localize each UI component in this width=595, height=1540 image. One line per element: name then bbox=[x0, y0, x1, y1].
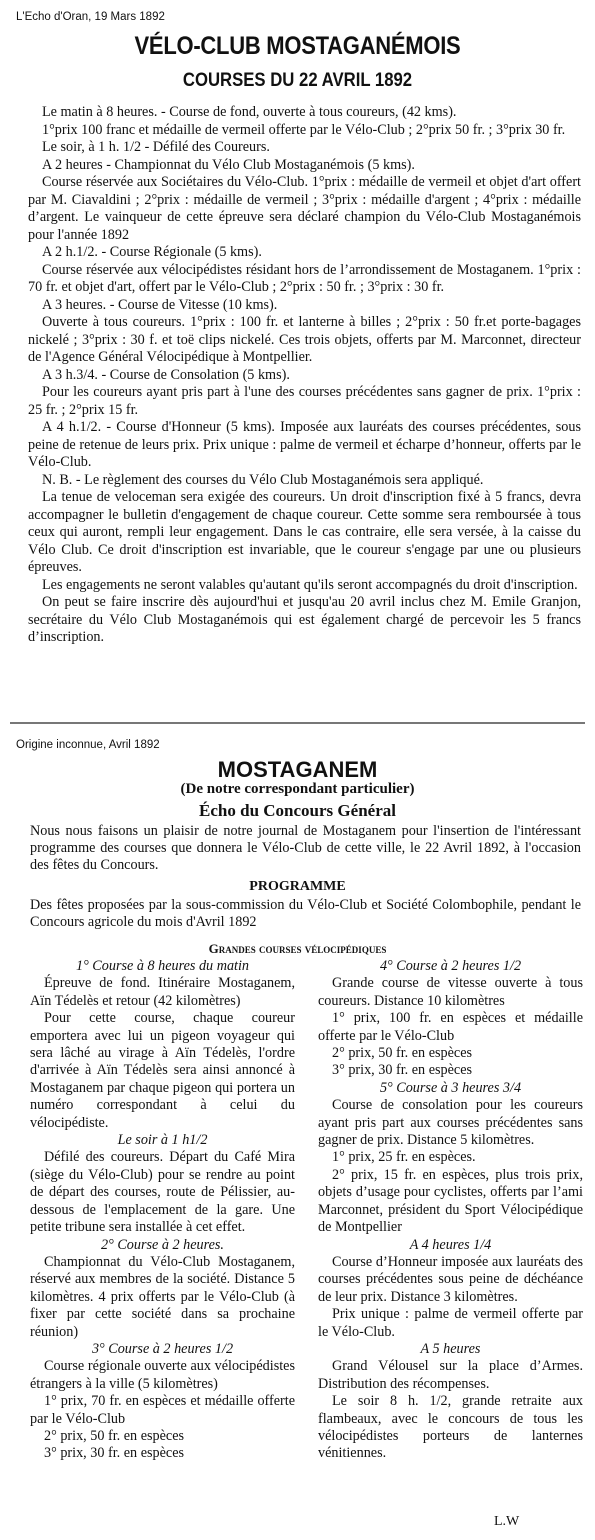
right-column bbox=[318, 958, 583, 1463]
article2-subtitle: Écho du Concours Général bbox=[199, 801, 396, 820]
paragraph: Le soir, à 1 h. 1/2 - Défilé des Coureurs. bbox=[42, 139, 270, 155]
paragraph: A 2 h.1/2. - Course Régionale (5 kms). bbox=[42, 244, 262, 260]
race-paragraph: 3° prix, 30 fr. en espèces bbox=[332, 1062, 473, 1079]
paragraph: La tenue de veloceman sera exigée des coureurs. Un droit d'inscription fixé à 5 francs, devra accompagner le bulletin d'engagement de chaque coureur. Cette somme sera remboursée à tous ceux qui auront, rempli leur engagement. Dans le cas contraire, elle sera versée, à la caisse du Vélo Club. Ce droit d'inscription est invariable, que le coureur s'engage par une ou plusieurs épreuves. bbox=[28, 489, 581, 575]
races-heading: Grandes courses vélocipédiques bbox=[208, 941, 387, 956]
race-paragraph: 2° prix, 50 fr. en espèces bbox=[44, 1427, 185, 1444]
paragraph: Les engagements ne seront valables qu'autant qu'ils seront accompagnés du droit d'inscription. bbox=[42, 576, 578, 593]
paragraph: On peut se faire inscrire dès aujourd'hui et jusqu'au 20 avril inclus chez M. Emile Granjon, secrétaire du Vélo Club Mostaganémois qui est également chargé de percevoir les 5 francs d’inscription. bbox=[28, 594, 581, 645]
race-paragraph: Grande course de vitesse ouverte à tous coureurs. Distance 10 kilomètres bbox=[318, 975, 583, 1009]
race-heading: Le soir à 1 h1/2 bbox=[117, 1132, 208, 1149]
race-paragraph: 3° prix, 30 fr. en espèces bbox=[44, 1445, 185, 1462]
paragraph: A 2 heures - Championnat du Vélo Club Mostaganémois (5 kms). bbox=[42, 156, 415, 173]
race-paragraph: Prix unique : palme de vermeil offerte par le Vélo-Club. bbox=[318, 1306, 583, 1340]
race-paragraph: 1° prix, 70 fr. en espèces et médaille offerte par le Vélo-Club bbox=[30, 1393, 295, 1427]
article2-intro: Nous nous faisons un plaisir de notre journal de Mostaganem pour l'insertion de l'intéressant programme des courses que donnera le Vélo-Club de cette ville, le 22 Avril 1892, à l'occasion des fêtes du Concours. bbox=[30, 823, 581, 873]
paragraph: A 3 heures. - Course de Vitesse (10 kms). bbox=[42, 296, 278, 313]
race-paragraph: 2° prix, 15 fr. en espèces, plus trois prix, objets d’usage pour cyclistes, offerts par l’ami Marconnet, président du Sport Vélocipédique de Montpellier bbox=[318, 1166, 583, 1236]
paragraph: 1°prix 100 franc et médaille de vermeil offerte par le Vélo-Club ; 2°prix 50 fr. ; 3°prix 30 fr. bbox=[42, 121, 566, 138]
race-paragraph: Championnat du Vélo-Club Mostaganem, réservé aux membres de la société. Distance 5 kilomètres. 4 prix offerts par le Vélo-Club (à fixer par cette société dans sa prochaine réunion) bbox=[30, 1253, 295, 1340]
article-title: VÉLO-CLUB MOSTAGANÉMOIS bbox=[134, 32, 461, 60]
article2-title: MOSTAGANEM bbox=[217, 757, 378, 782]
race-paragraph: Défilé des coureurs. Départ du Café Mira (siège du Vélo-Club) pour se rendre au point de départ des courses, route de Pélissier, au-dessous de l'emplacement de la gare. Une petite tribune sera installée à cet effet. bbox=[30, 1149, 295, 1236]
correspondent-line: (De notre correspondant particulier) bbox=[180, 781, 415, 797]
race-paragraph: Le soir 8 h. 1/2, grande retraite aux flambeaux, avec le concours de tous les vélocipédistes porteurs de lanternes vénitiennes. bbox=[318, 1393, 583, 1462]
race-heading: 5° Course à 3 heures 3/4 bbox=[379, 1079, 522, 1096]
programme-heading: PROGRAMME bbox=[249, 879, 346, 894]
race-paragraph: Grand Vélousel sur la place d’Armes. Distribution des récompenses. bbox=[318, 1358, 583, 1392]
programme-text: Des fêtes proposées par la sous-commission du Vélo-Club et Société Colombophile, pendant le Concours agricole du mois d'Avril 1892 bbox=[30, 897, 581, 930]
race-heading: 1° Course à 8 heures du matin bbox=[75, 958, 250, 974]
race-heading: A 4 heures 1/4 bbox=[409, 1236, 492, 1253]
paragraph: A 3 h.3/4. - Course de Consolation (5 kms). bbox=[42, 366, 290, 383]
race-paragraph: Pour cette course, chaque coureur emportera avec lui un pigeon voyageur qui sera lâché au virage à Aïn Tédelès, l'ordre d'arrivée à Aïn Tédelès sera ainsi annoncé à Mostaganem par chaque pigeon qui portera un numéro correspondant à celui du vélocipédiste. bbox=[30, 1010, 295, 1131]
paragraph: Course réservée aux vélocipédistes résidant hors de l’arrondissement de Mostaganem. 1°prix : 70 fr. et objet d'art, offert par le Vélo-Club ; 2°prix : 50 fr. ; 3°prix : 30 fr. bbox=[28, 261, 581, 295]
paragraph: A 4 h.1/2. - Course d'Honneur (5 kms). Imposée aux lauréats des courses précédentes, sous peine de retenue de leurs prix. Prix unique : palme de vermeil et écharpe d’honneur, offerts par le Vélo-Club. bbox=[28, 419, 581, 470]
paragraph: Pour les coureurs ayant pris part à l'une des courses précédentes sans gagner de prix. 1°prix : 25 fr. ; 2°prix 15 fr. bbox=[28, 384, 581, 418]
divider bbox=[10, 722, 585, 724]
race-heading: 2° Course à 2 heures. bbox=[101, 1236, 224, 1253]
race-paragraph: Course de consolation pour les coureurs ayant pris part aux courses précédentes sans gagner de prix. Distance 5 kilomètres. bbox=[318, 1097, 583, 1149]
race-heading: 4° Course à 2 heures 1/2 bbox=[379, 958, 522, 974]
paragraph: N. B. - Le règlement des courses du Vélo Club Mostaganémois sera appliqué. bbox=[42, 471, 484, 488]
race-paragraph: 1° prix, 100 fr. en espèces et médaille offerte par le Vélo-Club bbox=[318, 1010, 583, 1044]
race-heading: 3° Course à 2 heures 1/2 bbox=[91, 1340, 234, 1357]
source-line-2: Origine inconnue, Avril 1892 bbox=[16, 739, 160, 751]
article-subtitle: COURSES DU 22 AVRIL 1892 bbox=[182, 70, 413, 91]
race-paragraph: Épreuve de fond. Itinéraire Mostaganem, Aïn Tédelès et retour (42 kilomètres) bbox=[30, 975, 295, 1009]
race-paragraph: Course d’Honneur imposée aux lauréats des courses précédentes sous peine de déchéance de leur prix. Distance 3 kilomètres. bbox=[318, 1253, 583, 1305]
paragraph: Le matin à 8 heures. - Course de fond, ouverte à tous coureurs, (42 kms). bbox=[42, 104, 457, 120]
source-line: L'Echo d'Oran, 19 Mars 1892 bbox=[16, 11, 165, 23]
race-paragraph: 2° prix, 50 fr. en espèces bbox=[332, 1045, 473, 1062]
left-column bbox=[30, 958, 295, 1463]
signature: L.W bbox=[494, 1514, 520, 1529]
article-body bbox=[28, 104, 581, 647]
paragraph: Course réservée aux Sociétaires du Vélo-Club. 1°prix : médaille de vermeil et objet d'art offert par M. Ciavaldini ; 2°prix : médaille de vermeil ; 3°prix : médaille d'argent ; 4°prix : médaille d’argent. Le vainqueur de cette épreuve sera déclaré champion du Vélo-Club Mostaganémois pour l'année 1892 bbox=[28, 174, 581, 243]
race-paragraph: 1° prix, 25 fr. en espèces. bbox=[332, 1149, 476, 1166]
race-heading: A 5 heures bbox=[420, 1340, 481, 1357]
race-paragraph: Course régionale ouverte aux vélocipédistes étrangers à la ville (5 kilomètres) bbox=[30, 1358, 295, 1392]
paragraph: Ouverte à tous coureurs. 1°prix : 100 fr. et lanterne à billes ; 2°prix : 50 fr.et porte-bagages nickelé ; 3°prix : 30 f. et toë clips nickelé. Ces trois objets, offerts par M. Marconnet, directeur de l'Agence Général Vélocipédique à Montpellier. bbox=[28, 314, 581, 365]
